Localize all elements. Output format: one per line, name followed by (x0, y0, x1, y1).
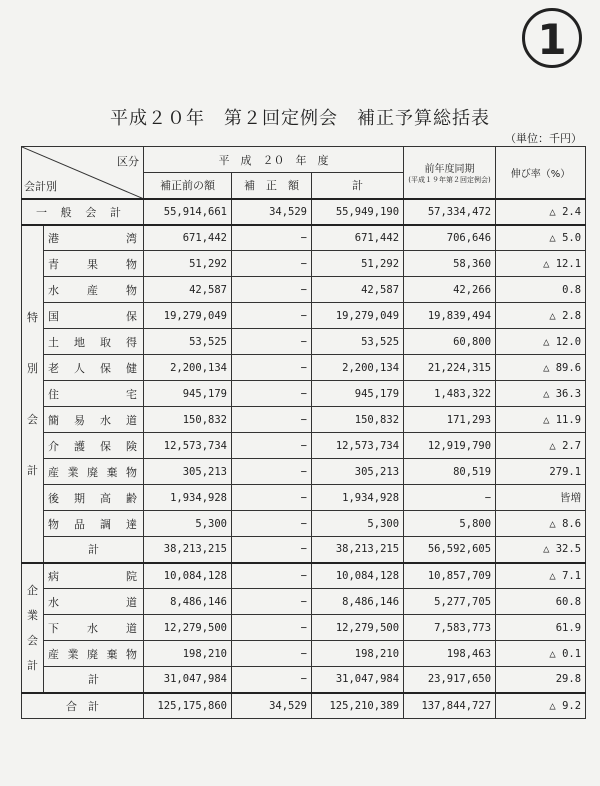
special-amount: − (232, 407, 312, 433)
special-name: 簡易水道 (44, 407, 144, 433)
grand-total-row (22, 693, 586, 719)
enterprise-row (22, 563, 586, 589)
budget-summary-table (21, 146, 586, 719)
page-number-badge: 1 (522, 8, 582, 68)
special-before: 1,934,928 (144, 485, 232, 511)
special-growth: △ 89.6 (496, 355, 586, 381)
special-name: 水産物 (44, 277, 144, 303)
special-group-char: 特 (27, 310, 38, 324)
enterprise-row (22, 641, 586, 667)
enterprise-prev: 198,463 (404, 641, 496, 667)
enterprise-row (22, 615, 586, 641)
special-growth: △ 2.7 (496, 433, 586, 459)
special-before: 42,587 (144, 277, 232, 303)
special-prev: 171,293 (404, 407, 496, 433)
special-group-char: 別 (27, 361, 38, 375)
enterprise-name: 病院 (44, 563, 144, 589)
special-before: 2,200,134 (144, 355, 232, 381)
special-prev: 80,519 (404, 459, 496, 485)
enterprise-subtotal-row (22, 667, 586, 693)
diagonal-header-cell (22, 147, 144, 199)
enterprise-before: 10,084,128 (144, 563, 232, 589)
special-amount: − (232, 485, 312, 511)
special-prev: 19,839,494 (404, 303, 496, 329)
special-group-char: 会 (27, 412, 38, 426)
special-amount: − (232, 277, 312, 303)
special-growth: △ 5.0 (496, 225, 586, 251)
special-subtotal-amount: − (232, 537, 312, 563)
special-row (22, 329, 586, 355)
special-row (22, 407, 586, 433)
unit-label: （単位：千円） (505, 132, 582, 145)
special-name: 国保 (44, 303, 144, 329)
special-subtotal-total: 38,213,215 (312, 537, 404, 563)
grand-total-name: 合 計 (22, 693, 144, 719)
special-name: 物品調達 (44, 511, 144, 537)
special-subtotal-name: 計 (44, 537, 144, 563)
special-row (22, 459, 586, 485)
special-subtotal-row (22, 537, 586, 563)
enterprise-growth: △ 7.1 (496, 563, 586, 589)
col-amount-header: 補 正 額 (232, 173, 312, 199)
special-total: 42,587 (312, 277, 404, 303)
special-prev: 60,800 (404, 329, 496, 355)
special-total: 2,200,134 (312, 355, 404, 381)
special-total: 5,300 (312, 511, 404, 537)
special-before: 19,279,049 (144, 303, 232, 329)
special-amount: − (232, 225, 312, 251)
special-before: 12,573,734 (144, 433, 232, 459)
special-growth: △ 36.3 (496, 381, 586, 407)
enterprise-subtotal-amount: − (232, 667, 312, 693)
special-amount: − (232, 511, 312, 537)
col-total-header: 計 (312, 173, 404, 199)
page-title: 平成２０年 第２回定例会 補正予算総括表 (110, 108, 490, 129)
special-name: 老人保健 (44, 355, 144, 381)
enterprise-growth: 61.9 (496, 615, 586, 641)
fy-header: 平 成 ２０ 年 度 (144, 147, 404, 173)
special-before: 671,442 (144, 225, 232, 251)
special-row (22, 511, 586, 537)
special-prev: 58,360 (404, 251, 496, 277)
special-before: 150,832 (144, 407, 232, 433)
general-growth: △ 2.4 (496, 199, 586, 225)
general-account-row (22, 199, 586, 225)
special-growth: △ 12.0 (496, 329, 586, 355)
general-before: 55,914,661 (144, 199, 232, 225)
special-total: 671,442 (312, 225, 404, 251)
prev-header-sub: (平成１９年第２回定例会) (408, 175, 491, 184)
enterprise-growth: 60.8 (496, 589, 586, 615)
special-group-label (22, 225, 44, 563)
enterprise-prev: 7,583,773 (404, 615, 496, 641)
special-before: 5,300 (144, 511, 232, 537)
special-row (22, 251, 586, 277)
kaikeibetsu-label: 会計別 (24, 179, 57, 193)
special-row (22, 433, 586, 459)
special-growth: 279.1 (496, 459, 586, 485)
special-subtotal-prev: 56,592,605 (404, 537, 496, 563)
special-growth: 0.8 (496, 277, 586, 303)
special-name: 港湾 (44, 225, 144, 251)
special-total: 51,292 (312, 251, 404, 277)
general-prev: 57,334,472 (404, 199, 496, 225)
special-amount: − (232, 251, 312, 277)
special-row (22, 277, 586, 303)
special-accounts (22, 225, 586, 563)
special-prev: 42,266 (404, 277, 496, 303)
kubun-label: 区分 (117, 155, 139, 168)
col-before-header: 補正前の額 (144, 173, 232, 199)
enterprise-total: 12,279,500 (312, 615, 404, 641)
growth-header: 伸び率（%） (496, 147, 586, 199)
general-total: 55,949,190 (312, 199, 404, 225)
special-total: 150,832 (312, 407, 404, 433)
special-row (22, 355, 586, 381)
enterprise-amount: − (232, 589, 312, 615)
special-before: 945,179 (144, 381, 232, 407)
grand-total-total: 125,210,389 (312, 693, 404, 719)
enterprise-group-char: 業 (27, 608, 38, 622)
general-name: 一般会計 (22, 199, 144, 225)
special-prev: 12,919,790 (404, 433, 496, 459)
general-amount: 34,529 (232, 199, 312, 225)
enterprise-subtotal-growth: 29.8 (496, 667, 586, 693)
enterprise-name: 産業廃棄物 (44, 641, 144, 667)
special-prev: 706,646 (404, 225, 496, 251)
special-growth: △ 8.6 (496, 511, 586, 537)
enterprise-before: 12,279,500 (144, 615, 232, 641)
enterprise-growth: △ 0.1 (496, 641, 586, 667)
enterprise-row (22, 589, 586, 615)
enterprise-group-char: 企 (27, 583, 38, 597)
grand-total-amount: 34,529 (232, 693, 312, 719)
special-total: 19,279,049 (312, 303, 404, 329)
special-before: 305,213 (144, 459, 232, 485)
enterprise-name: 水道 (44, 589, 144, 615)
special-name: 介護保険 (44, 433, 144, 459)
special-name: 後期高齢 (44, 485, 144, 511)
prev-header-label: 前年度同期 (424, 163, 475, 175)
prev-header (404, 147, 496, 199)
special-total: 305,213 (312, 459, 404, 485)
special-before: 51,292 (144, 251, 232, 277)
special-prev: 5,800 (404, 511, 496, 537)
grand-total-before: 125,175,860 (144, 693, 232, 719)
special-total: 945,179 (312, 381, 404, 407)
special-name: 青果物 (44, 251, 144, 277)
enterprise-prev: 10,857,709 (404, 563, 496, 589)
special-amount: − (232, 329, 312, 355)
special-group-char: 計 (27, 463, 38, 477)
enterprise-total: 10,084,128 (312, 563, 404, 589)
special-row (22, 485, 586, 511)
special-growth: △ 12.1 (496, 251, 586, 277)
grand-total-prev: 137,844,727 (404, 693, 496, 719)
special-row (22, 303, 586, 329)
enterprise-amount: − (232, 615, 312, 641)
special-amount: − (232, 381, 312, 407)
enterprise-group-char: 会 (27, 633, 38, 647)
special-row (22, 381, 586, 407)
special-prev: 21,224,315 (404, 355, 496, 381)
enterprise-subtotal-prev: 23,917,650 (404, 667, 496, 693)
enterprise-before: 198,210 (144, 641, 232, 667)
special-total: 1,934,928 (312, 485, 404, 511)
header-row-1 (22, 147, 586, 173)
special-name: 住宅 (44, 381, 144, 407)
enterprise-subtotal-total: 31,047,984 (312, 667, 404, 693)
special-prev: − (404, 485, 496, 511)
special-subtotal-growth: △ 32.5 (496, 537, 586, 563)
enterprise-total: 8,486,146 (312, 589, 404, 615)
special-growth: 皆増 (496, 485, 586, 511)
special-prev: 1,483,322 (404, 381, 496, 407)
enterprise-before: 8,486,146 (144, 589, 232, 615)
enterprise-amount: − (232, 641, 312, 667)
grand-total-growth: △ 9.2 (496, 693, 586, 719)
enterprise-subtotal-before: 31,047,984 (144, 667, 232, 693)
special-before: 53,525 (144, 329, 232, 355)
special-name: 土地取得 (44, 329, 144, 355)
enterprise-subtotal-name: 計 (44, 667, 144, 693)
special-growth: △ 2.8 (496, 303, 586, 329)
enterprise-name: 下水道 (44, 615, 144, 641)
enterprise-group-char: 計 (27, 658, 38, 672)
special-subtotal-before: 38,213,215 (144, 537, 232, 563)
special-amount: − (232, 433, 312, 459)
special-row (22, 225, 586, 251)
enterprise-total: 198,210 (312, 641, 404, 667)
special-name: 産業廃棄物 (44, 459, 144, 485)
special-amount: − (232, 303, 312, 329)
special-growth: △ 11.9 (496, 407, 586, 433)
enterprise-group-label (22, 563, 44, 693)
enterprise-prev: 5,277,705 (404, 589, 496, 615)
enterprise-accounts (22, 563, 586, 693)
special-total: 12,573,734 (312, 433, 404, 459)
special-total: 53,525 (312, 329, 404, 355)
special-amount: − (232, 355, 312, 381)
enterprise-amount: − (232, 563, 312, 589)
special-amount: − (232, 459, 312, 485)
